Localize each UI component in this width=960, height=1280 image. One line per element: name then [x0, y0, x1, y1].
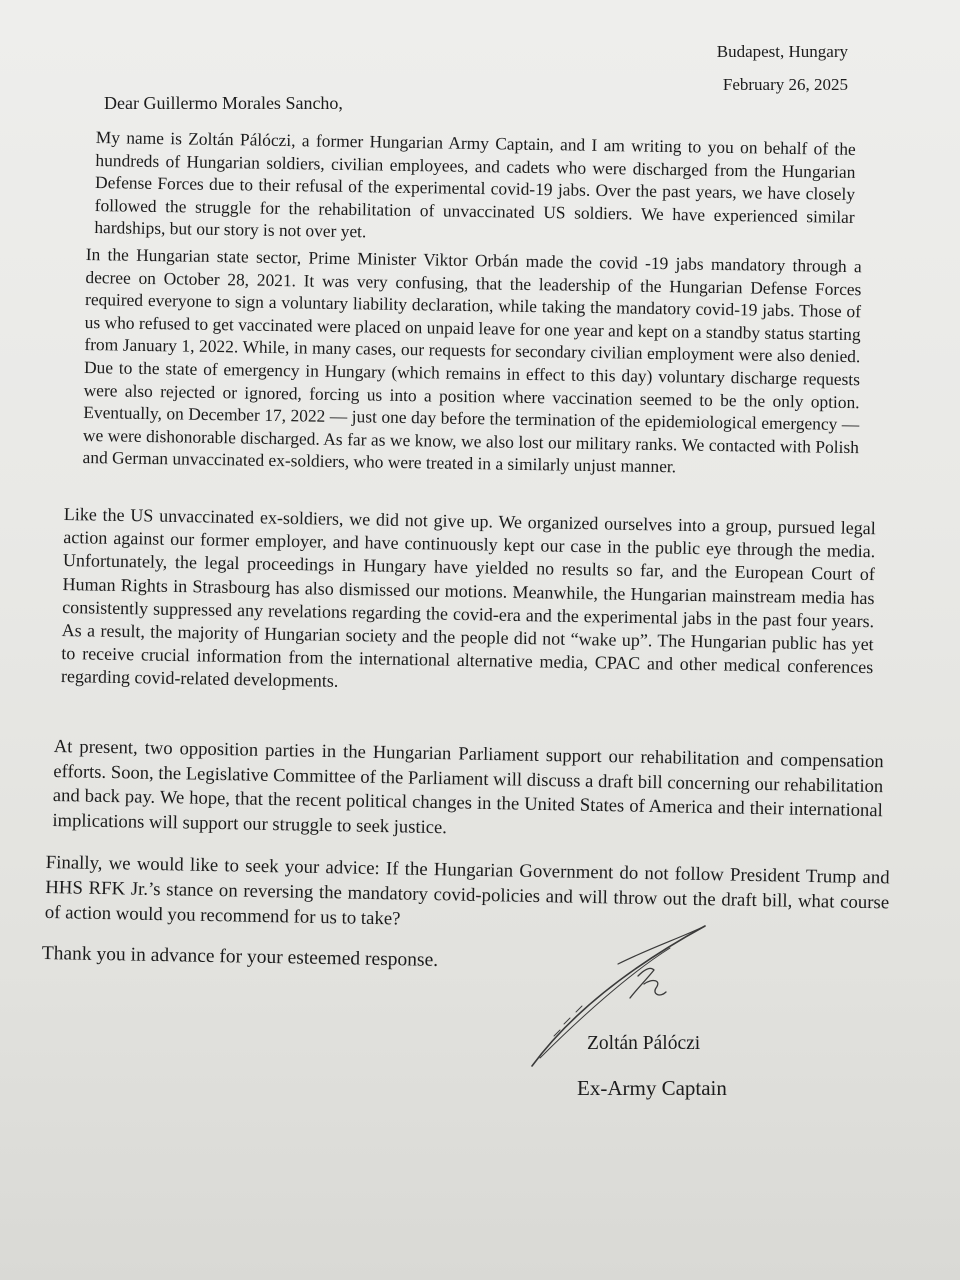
salutation: Dear Guillermo Morales Sancho,	[104, 93, 343, 113]
body-paragraph-5: Finally, we would like to seek your advice: If the Hungarian Government do not follow President Trump and HHS RFK Jr.’s stance on reversing the mandatory covid-policies and will throw out the draft bill, what course of action would you recommend for us to take?	[44, 851, 890, 930]
sender-location: Budapest, Hungary	[716, 42, 848, 61]
body-paragraph-1: My name is Zoltán Pálóczi, a former Hungarian Army Captain, and I am writing to you on behalf of the hundreds of Hungarian soldiers, civilian employees, and cadets who were discharged from the Hungarian Defense Forces due to their refusal of the experimental covid-19 jabs. Over the past years, we have closely followed the struggle for the rehabilitation of unvaccinated US soldiers. We have experienced similar hardships, but our story is not over yet.	[94, 126, 856, 242]
body-paragraph-2: In the Hungarian state sector, Prime Minister Viktor Orbán made the covid -19 jabs mandatory through a decree on October 28, 2021. It was very confusing, that the leadership of the Hungarian Defense Forces required everyone to sign a voluntary liability declaration, while taking the mandatory covid-19 jabs. Those of us who refused to get vaccinated were placed on unpaid leave for one year and kept on a standby status starting from January 1, 2022. While, in many cases, our requests for secondary civilian employment were also denied. Due to the state of emergency in Hungary (which remains in effect to this day) voluntary discharge requests were also rejected or ignored, forcing us into a position where vaccination seemed to be the only option. Eventually, on December 17, 2022 — just one day before the termination of the epidemiological emergency — we were dishonorable discharged. As far as we know, we also lost our military ranks. We contacted with Polish and German unvaccinated ex-soldiers, who were treated in a similarly unjust manner.	[82, 243, 862, 477]
signer-title: Ex-Army Captain	[577, 1076, 727, 1100]
letter-date: February 26, 2025	[722, 75, 848, 94]
signer-name: Zoltán Pálóczi	[587, 1033, 701, 1054]
body-paragraph-4: At present, two opposition parties in the Hungarian Parliament support our rehabilitation and compensation efforts. Soon, the Legislative Committee of the Parliament will discuss a draft bill concerning our rehabilitation and back pay. We hope, that the recent political changes in the United States of America and their international implications will support our struggle to seek justice.	[52, 735, 884, 838]
closing-line: Thank you in advance for your esteemed response.	[41, 943, 439, 971]
body-paragraph-3: Like the US unvaccinated ex-soldiers, we did not give up. We organized ourselves into a group, pursued legal action against our former employer, and have continuously kept our case in the public eye through the media. Unfortunately, the legal proceedings in Hungary have yielded no results so far, and the European Court of Human Rights in Strasbourg has also dismissed our motions. Meanwhile, the Hungarian mainstream media has consistently suppressed any revelations regarding the covid-era and the experimental jabs in the past four years. As a result, the majority of Hungarian society and the people did not “wake up”. The Hungarian public has yet to receive crucial information from the international alternative media, CPAC and other medical conferences regarding covid-related developments.	[60, 503, 876, 692]
